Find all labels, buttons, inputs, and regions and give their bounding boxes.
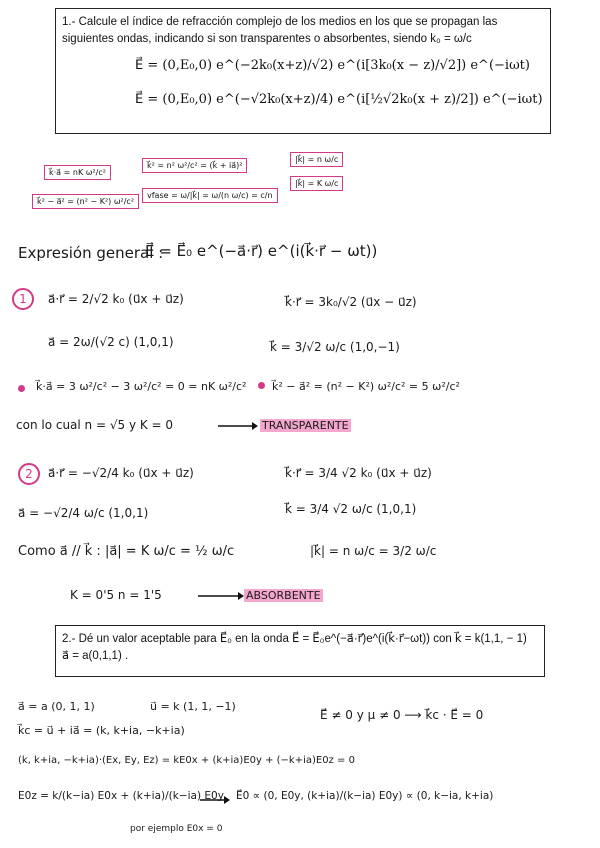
arrow-right-icon bbox=[218, 420, 258, 432]
general-expression-label: Expresión general : bbox=[18, 244, 164, 262]
part-1-a-vector: a⃗ = 2ω/(√2 c) (1,0,1) bbox=[48, 335, 174, 349]
problem-1-statement: 1.- Calcule el índice de refracción complejo de los medios en los que se propagan las siguientes ondas, indicando si son transparentes o absorbentes, siendo k₀ = ω/c bbox=[62, 16, 498, 45]
part-2-result bbox=[244, 589, 323, 602]
part-3-example: por ejemplo E0x = 0 bbox=[130, 824, 223, 834]
part-2-a-vector: a⃗ = −√2/4 ω/c (1,0,1) bbox=[18, 506, 149, 520]
transparent-highlight: TRANSPARENTE bbox=[262, 419, 349, 432]
part-3-kc: k⃗c = u⃗ + ia⃗ = (k, k+ia, −k+ia) bbox=[18, 724, 185, 737]
formula-box-kmod-K: |k⃗| = K ω/c bbox=[290, 176, 343, 191]
part-1-number: 1 bbox=[12, 288, 34, 310]
arrow-right-icon bbox=[200, 794, 230, 806]
part-1-a-dot-r: a⃗·r⃗ = 2/√2 k₀ (u⃗x + u⃗z) bbox=[48, 292, 184, 306]
part-2-kmod: |k⃗| = n ω/c = 3/2 ω/c bbox=[310, 544, 437, 558]
part-1-result bbox=[260, 419, 351, 432]
bullet-dot bbox=[18, 385, 25, 392]
part-2-values: K = 0'5 n = 1'5 bbox=[70, 588, 162, 602]
absorbent-highlight: ABSORBENTE bbox=[246, 589, 321, 602]
general-expression: E⃗ = E⃗₀ e^(−a⃗·r⃗) e^(i(k⃗·r⃗ − ωt)) bbox=[145, 242, 378, 260]
part-3-e0-proportional: E⃗0 ∝ (0, E0y, (k+ia)/(k−ia) E0y) ∝ (0, k−ia, k+ia) bbox=[236, 790, 494, 802]
formula-box-ka: k⃗·a⃗ = nK ω²/c² bbox=[44, 165, 111, 180]
bullet-dot bbox=[258, 382, 265, 389]
formula-box-k2: k⃗² = n² ω²/c² = (k⃗ + ia⃗)² bbox=[142, 158, 247, 173]
part-3-a: a⃗ = a (0, 1, 1) bbox=[18, 700, 95, 713]
part-2-parallel: Como a⃗ // k⃗ : |a⃗| = K ω/c = ½ ω/c bbox=[18, 544, 235, 559]
part-2-a-dot-r: a⃗·r⃗ = −√2/4 k₀ (u⃗x + u⃗z) bbox=[48, 466, 194, 480]
problem-2-line-2: a⃗ = a(0,1,1) . bbox=[62, 650, 129, 662]
part-3-e0z: E0z = k/(k−ia) E0x + (k+ia)/(k−ia) E0y bbox=[18, 790, 224, 802]
arrow-right-icon bbox=[198, 590, 244, 602]
part-2-number: 2 bbox=[18, 463, 40, 485]
part-1-conclusion: con lo cual n = √5 y K = 0 bbox=[16, 418, 174, 432]
part-1-k2-minus-a2: k⃗² − a⃗² = (n² − K²) ω²/c² = 5 ω²/c² bbox=[272, 380, 460, 393]
part-1-k-vector: k⃗ = 3/√2 ω/c (1,0,−1) bbox=[270, 340, 400, 354]
part-1-k-dot-r: k⃗·r⃗ = 3k₀/√2 (u⃗x − u⃗z) bbox=[285, 295, 417, 309]
part-1-k-dot-a: k⃗·a⃗ = 3 ω²/c² − 3 ω²/c² = 0 = nK ω²/c² bbox=[36, 380, 247, 393]
problem-1-equation-2: E⃗ = (0,E₀,0) e^(−√2k₀(x+z)/4) e^(i[½√2k₀(x + z)/2]) e^(−iωt) bbox=[135, 92, 543, 107]
formula-box-k2-a2: k⃗² − a⃗² = (n² − K²) ω²/c² bbox=[32, 194, 139, 209]
problem-2-text bbox=[56, 626, 544, 670]
problem-2-box bbox=[55, 625, 545, 677]
part-3-dot-product: (k, k+ia, −k+ia)·(Ex, Ey, Ez) = kE0x + (k+ia)E0y + (−k+ia)E0z = 0 bbox=[18, 755, 355, 766]
problem-1-equation-1: E⃗ = (0,E₀,0) e^(−2k₀(x+z)/√2) e^(i[3k₀(x − z)/√2]) e^(−iωt) bbox=[135, 58, 530, 73]
part-2-k-dot-r: k⃗·r⃗ = 3/4 √2 k₀ (u⃗x + u⃗z) bbox=[285, 466, 432, 480]
problem-2-statement: 2.- Dé un valor aceptable para E⃗₀ en la onda E⃗ = E⃗₀e^(−a⃗·r⃗)e^(i(k⃗·r⃗−ωt)) con k⃗ = k(1,1, − 1) bbox=[62, 633, 527, 645]
part-3-u: u⃗ = k (1, 1, −1) bbox=[150, 700, 236, 713]
formula-box-kmod-n: |k⃗| = n ω/c bbox=[290, 152, 343, 167]
part-3-condition: E⃗ ≠ 0 y μ ≠ 0 ⟶ k⃗c · E⃗ = 0 bbox=[320, 708, 484, 722]
part-2-k-vector: k⃗ = 3/4 √2 ω/c (1,0,1) bbox=[285, 502, 417, 516]
formula-box-vfase: vfase = ω/|k⃗| = ω/(n ω/c) = c/n bbox=[142, 188, 278, 203]
